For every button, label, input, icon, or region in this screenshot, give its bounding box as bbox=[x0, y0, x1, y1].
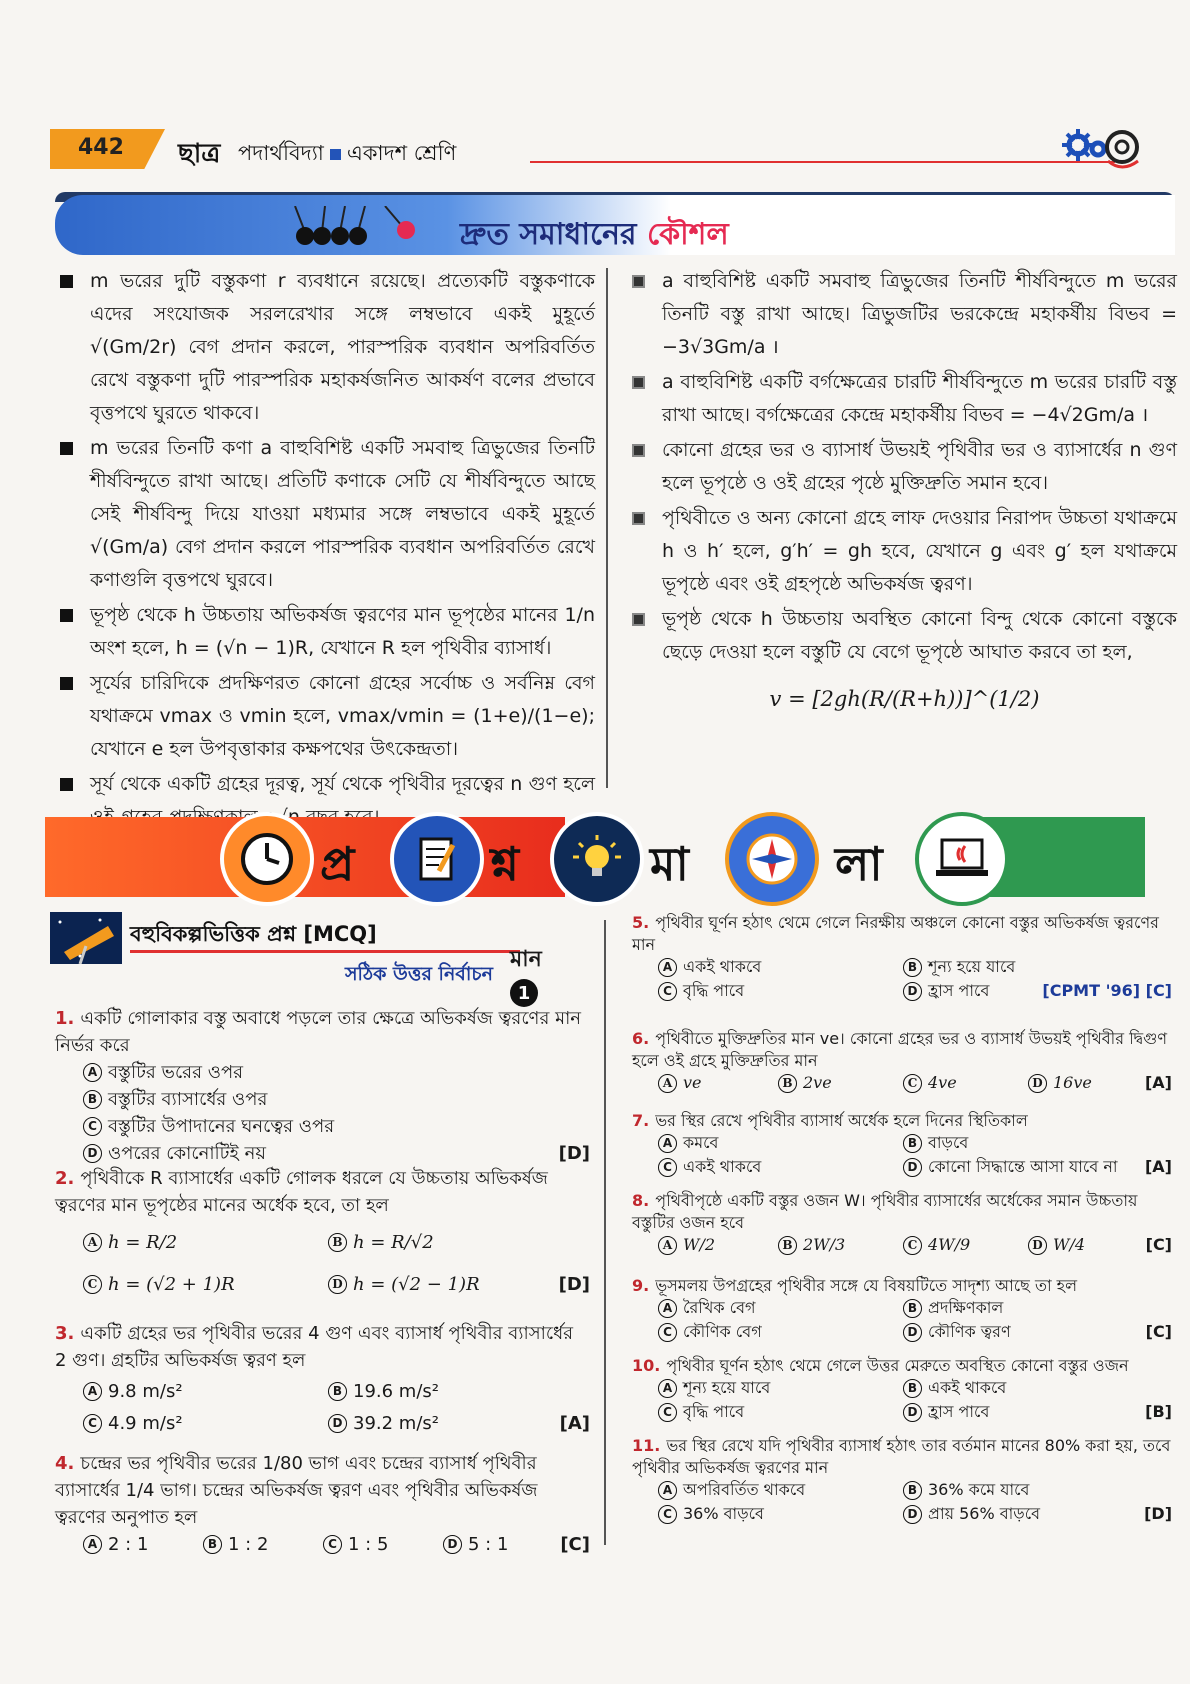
option-b[interactable]: B প্রদক্ষিণকাল bbox=[903, 1297, 1003, 1319]
question-item: 7. ভর স্থির রেখে পৃথিবীর ব্যাসার্ধ অর্ধেক হলে দিনের স্থিতিকাল A কমবে B বাড়বে C একই থাকবে D কোনো সিদ্ধান্তে আসা যাবে না [A] bbox=[632, 1110, 1172, 1180]
option-row bbox=[658, 1401, 1172, 1425]
option-a[interactable]: A অপরিবর্তিত থাকবে bbox=[658, 1479, 805, 1501]
option-b[interactable]: B বাড়বে bbox=[903, 1132, 968, 1154]
option-b[interactable]: B 2W/3 bbox=[778, 1234, 845, 1256]
mcq-column-divider bbox=[604, 920, 606, 1545]
bullet-square-icon bbox=[632, 376, 645, 389]
answer-key: [C] bbox=[1145, 1322, 1172, 1341]
banner-title bbox=[460, 210, 729, 261]
option-row bbox=[83, 1219, 590, 1265]
option-d[interactable]: D কৌণিক ত্বরণ bbox=[903, 1321, 1011, 1343]
option-d[interactable]: D কোনো সিদ্ধান্তে আসা যাবে না bbox=[903, 1156, 1118, 1178]
tip-item: ভূপৃষ্ঠ থেকে h উচ্চতায় অভিকর্ষজ ত্বরণের মান ভূপৃষ্ঠের মানের 1/n অংশ হলে, h = (√n − 1)R, যেখানে R হল পৃথিবীর ব্যাসার্ধ। bbox=[60, 599, 595, 665]
tip-item: ভূপৃষ্ঠ থেকে h উচ্চতায় অবস্থিত কোনো বিন্দু থেকে কোনো বস্তুকে ছেড়ে দেওয়া হলে বস্তুটি যে বেগে ভূপৃষ্ঠে আঘাত করবে তা হল, bbox=[632, 603, 1177, 669]
option-a[interactable]: A W/2 bbox=[658, 1234, 715, 1256]
notepad-icon bbox=[390, 812, 484, 906]
question-item: 9. ভূসমলয় উপগ্রহের পৃথিবীর সঙ্গে যে বিষয়টিতে সাদৃশ্য আছে তা হল A রৈখিক বেগ B প্রদক্ষিণকাল C কৌণিক বেগ D কৌণিক ত্বরণ [C] bbox=[632, 1275, 1172, 1345]
option-d[interactable]: D 16ve bbox=[1028, 1072, 1092, 1094]
option-b[interactable]: B 2ve bbox=[778, 1072, 832, 1094]
option-a[interactable]: A বস্তুটির ভরের ওপর bbox=[83, 1059, 590, 1086]
answer-key: [C] bbox=[1145, 1235, 1172, 1254]
bullet-square-icon bbox=[632, 275, 645, 288]
marks-badge bbox=[510, 942, 570, 1007]
strip-syllable: প্র bbox=[320, 837, 355, 891]
option-row bbox=[658, 956, 1172, 980]
option-b[interactable]: B h = R/√2 bbox=[328, 1229, 434, 1256]
option-a[interactable]: A রৈখিক বেগ bbox=[658, 1297, 756, 1319]
option-b[interactable]: B একই থাকবে bbox=[903, 1377, 1006, 1399]
option-b[interactable]: B বস্তুটির ব্যাসার্ধের ওপর bbox=[83, 1086, 590, 1113]
banner-title-accent: কৌশল bbox=[646, 217, 729, 252]
option-row bbox=[83, 1410, 590, 1438]
option-row bbox=[83, 1271, 590, 1299]
tip-item: সূর্যের চারিদিকে প্রদক্ষিণরত কোনো গ্রহের সর্বোচ্চ ও সর্বনিম্ন বেগ যথাক্রমে vmax ও vmin হলে, vmax/vmin = (1+e)/(1−e); যেখানে e হল উপবৃত্তাকার কক্ষপথের উৎকেন্দ্রতা। bbox=[60, 667, 595, 766]
tips-right-column bbox=[632, 265, 1177, 716]
lightbulb-icon bbox=[550, 812, 644, 906]
title-rule bbox=[130, 950, 520, 953]
strip-syllable: লা bbox=[835, 837, 883, 891]
option-c[interactable]: C 4W/9 bbox=[903, 1234, 970, 1256]
tip-item: পৃথিবীতে ও অন্য কোনো গ্রহে লাফ দেওয়ার নিরাপদ উচ্চতা যথাক্রমে h ও h′ হলে, g′h′ = gh হবে, যেখানে g এবং g′ হল যথাক্রমে ভূপৃষ্ঠে এবং ওই গ্রহপৃষ্ঠে অভিকর্ষজ ত্বরণ। bbox=[632, 502, 1177, 601]
bullet-square-icon bbox=[632, 512, 645, 525]
bullet-square-icon bbox=[60, 442, 73, 455]
option-row bbox=[658, 1377, 1172, 1401]
option-row bbox=[658, 1156, 1172, 1180]
option-d[interactable]: D হ্রাস পাবে bbox=[903, 1401, 989, 1423]
question-bank-strip bbox=[45, 812, 1145, 904]
column-divider bbox=[606, 268, 608, 788]
brand-logo: ছাত্র bbox=[178, 139, 221, 169]
option-row bbox=[83, 1378, 590, 1406]
option-d[interactable]: D প্রায় 56% বাড়বে bbox=[903, 1503, 1040, 1525]
option-a[interactable]: A শূন্য হয়ে যাবে bbox=[658, 1377, 770, 1399]
option-d[interactable]: D W/4 bbox=[1028, 1234, 1085, 1256]
tips-left-column bbox=[60, 265, 595, 836]
option-row bbox=[658, 1321, 1172, 1345]
gears-icon bbox=[1060, 125, 1140, 175]
option-row bbox=[83, 1140, 590, 1168]
marks-label: মান bbox=[510, 947, 542, 972]
compass-icon bbox=[725, 812, 819, 906]
option-c[interactable]: C বৃদ্ধি পাবে bbox=[658, 980, 744, 1002]
option-row bbox=[658, 1132, 1172, 1156]
option-row bbox=[658, 1072, 1172, 1098]
answer-key: [B] bbox=[1145, 1402, 1172, 1421]
option-b[interactable]: B 36% কমে যাবে bbox=[903, 1479, 1029, 1501]
option-row bbox=[658, 980, 1172, 1004]
tip-item: কোনো গ্রহের ভর ও ব্যাসার্ধ উভয়ই পৃথিবীর ভর ও ব্যাসার্ধের n গুণ হলে ভূপৃষ্ঠে ও ওই গ্রহের পৃষ্ঠে মুক্তিদ্রুতি সমান হবে। bbox=[632, 434, 1177, 500]
option-row bbox=[658, 1234, 1172, 1262]
option-row bbox=[658, 1479, 1172, 1503]
option-c[interactable]: C 4.9 m/s² bbox=[83, 1410, 183, 1437]
question-item: 5. পৃথিবীর ঘূর্ণন হঠাৎ থেমে গেলে নিরক্ষীয় অঞ্চলে কোনো বস্তুর অভিকর্ষজ ত্বরণের মান A একই থাকবে B শূন্য হয়ে যাবে C বৃদ্ধি পাবে D হ্রাস পাবে [CPMT '96] [C] bbox=[632, 912, 1172, 1004]
question-item: 10. পৃথিবীর ঘূর্ণন হঠাৎ থেমে গেলে উত্তর মেরুতে অবস্থিত কোনো বস্তুর ওজন A শূন্য হয়ে যাবে B একই থাকবে C বৃদ্ধি পাবে D হ্রাস পাবে [B] bbox=[632, 1355, 1172, 1425]
option-d[interactable]: D হ্রাস পাবে bbox=[903, 980, 989, 1002]
answer-key: [C] bbox=[560, 1534, 590, 1555]
mcq-title: বহুবিকল্পভিত্তিক প্রশ্ন [MCQ] bbox=[130, 922, 377, 946]
question-item: 6. পৃথিবীতে মুক্তিদ্রুতির মান ve। কোনো গ্রহের ভর ও ব্যাসার্ধ উভয়ই পৃথিবীর দ্বিগুণ হলে ওই গ্রহে মুক্তিদ্রুতির মান A ve B 2ve C 4ve D 16ve [A] bbox=[632, 1028, 1172, 1098]
mcq-header bbox=[50, 912, 570, 1004]
header-rule bbox=[530, 161, 1115, 163]
option-c[interactable]: C একই থাকবে bbox=[658, 1156, 761, 1178]
option-c[interactable]: C 36% বাড়বে bbox=[658, 1503, 764, 1525]
tip-item: a বাহুবিশিষ্ট একটি সমবাহু ত্রিভুজের তিনটি শীর্ষবিন্দুতে m ভরের তিনটি বস্তু রাখা আছে। ত্রিভুজটির ভরকেন্দ্রে মহাকর্ষীয় বিভব = −3√3Gm/a । bbox=[632, 265, 1177, 364]
answer-key: [A] bbox=[1144, 1073, 1172, 1092]
option-a[interactable]: A একই থাকবে bbox=[658, 956, 761, 978]
bullet-square-icon bbox=[632, 613, 645, 626]
option-c[interactable]: C 4ve bbox=[903, 1072, 957, 1094]
option-d[interactable]: D 39.2 m/s² bbox=[328, 1410, 439, 1437]
page-header bbox=[50, 125, 1135, 175]
option-c[interactable]: C বৃদ্ধি পাবে bbox=[658, 1401, 744, 1423]
option-a[interactable]: A h = R/2 bbox=[83, 1229, 177, 1256]
option-d[interactable]: D h = (√2 − 1)R bbox=[328, 1271, 480, 1298]
option-b[interactable]: B শূন্য হয়ে যাবে bbox=[903, 956, 1015, 978]
grade: একাদশ শ্রেণি bbox=[346, 141, 457, 165]
laptop-signal-icon bbox=[915, 812, 1009, 906]
option-d[interactable]: D ওপরের কোনোটিই নয় bbox=[83, 1140, 266, 1167]
strip-syllable: মা bbox=[650, 837, 689, 891]
bullet-square-icon bbox=[60, 275, 73, 288]
option-row bbox=[658, 1503, 1172, 1527]
option-b[interactable]: B 1 : 2 bbox=[203, 1531, 268, 1558]
newtons-cradle-icon bbox=[290, 206, 440, 248]
banner-title-main: দ্রুত সমাধানের bbox=[460, 217, 647, 252]
answer-key: [A] bbox=[1144, 1157, 1172, 1176]
page-number: 442 bbox=[78, 135, 124, 160]
option-d[interactable]: D 5 : 1 bbox=[443, 1531, 508, 1558]
telescope-icon bbox=[50, 912, 122, 964]
answer-key: [D] bbox=[558, 1143, 590, 1164]
tip-item: a বাহুবিশিষ্ট একটি বর্গক্ষেত্রের চারটি শীর্ষবিন্দুতে m ভরের চারটি বস্তু রাখা আছে। বর্গক্ষেত্রের কেন্দ্রে মহাকর্ষীয় বিভব = −4√2Gm/a । bbox=[632, 366, 1177, 432]
answer-key: [CPMT '96] [C] bbox=[1042, 981, 1172, 1000]
option-c[interactable]: C বস্তুটির উপাদানের ঘনত্বের ওপর bbox=[83, 1113, 590, 1140]
option-c[interactable]: C 1 : 5 bbox=[323, 1531, 388, 1558]
question-item: 2. পৃথিবীকে R ব্যাসার্ধের একটি গোলক ধরলে যে উচ্চতায় অভিকর্ষজ ত্বরণের মান ভূপৃষ্ঠের মানের অর্ধেক হবে, তা হল A h = R/2 B h = R/√2 C h = (√2 + 1)R D h = (√2 − 1)R [D] bbox=[55, 1165, 590, 1299]
question-item: 3. একটি গ্রহের ভর পৃথিবীর ভরের 4 গুণ এবং ব্যাসার্ধ পৃথিবীর ব্যাসার্ধের 2 গুণ। গ্রহটির অভিকর্ষজ ত্বরণ হল A 9.8 m/s² B 19.6 m/s² C 4.9 m/s² D 39.2 m/s² [A] bbox=[55, 1320, 590, 1438]
strip-syllable: শ্ন bbox=[490, 837, 519, 891]
tip-item: m ভরের তিনটি কণা a বাহুবিশিষ্ট একটি সমবাহু ত্রিভুজের তিনটি শীর্ষবিন্দুতে রাখা আছে। প্রতিটি কণাকে সেটি যে শীর্ষবিন্দুতে আছে সেই শীর্ষবিন্দু দিয়ে যাওয়া মধ্যমার সঙ্গে লম্বভাবে একই মুহূর্তে √(Gm/a) বেগ প্রদান করলে পারস্পরিক ব্যবধান অপরিবর্তিত রেখে কণাগুলি বৃত্তপথে ঘুরবে। bbox=[60, 432, 595, 597]
option-c[interactable]: C h = (√2 + 1)R bbox=[83, 1271, 235, 1298]
bullet-square-icon bbox=[60, 677, 73, 690]
square-icon bbox=[330, 149, 341, 160]
tip-item: সূর্য থেকে একটি গ্রহের দূরত্ব, সূর্য থেকে পৃথিবীর দূরত্বের n গুণ হলে bbox=[60, 768, 595, 834]
answer-key: [D] bbox=[1144, 1504, 1172, 1523]
option-a[interactable]: A ve bbox=[658, 1072, 702, 1094]
tip-item: m ভরের দুটি বস্তুকণা r ব্যবধানে রয়েছে। প্রত্যেকটি বস্তুকণাকে এদের সংযোজক সরলরেখার সঙ্গে লম্বভাবে একই মুহূর্তে √(Gm/2r) বেগ প্রদান করলে, পারস্পরিক ব্যবধান অপরিবর্তিত রেখে বস্তুকণা দুটি পারস্পরিক মহাকর্ষজনিত আকর্ষণ বলের প্রভাবে বৃত্তপথে ঘুরতে থাকবে। bbox=[60, 265, 595, 430]
bullet-square-icon bbox=[632, 444, 645, 457]
answer-key: [A] bbox=[559, 1413, 590, 1434]
bullet-square-icon bbox=[60, 609, 73, 622]
question-item: 4. চন্দ্রের ভর পৃথিবীর ভরের 1/80 ভাগ এবং চন্দ্রের ব্যাসার্ধ পৃথিবীর ব্যাসার্ধের 1/4 ভাগ। চন্দ্রের অভিকর্ষজ ত্বরণ এবং পৃথিবীর অভিকর্ষজ ত্বরণের অনুপাত হল A 2 : 1 B 1 : 2 C 1 : 5 D 5 : 1 [C] bbox=[55, 1450, 590, 1559]
mcq-subtitle: সঠিক উত্তর নির্বাচন bbox=[345, 963, 493, 985]
bullet-square-icon bbox=[60, 778, 73, 791]
option-a[interactable]: A কমবে bbox=[658, 1132, 718, 1154]
option-a[interactable]: A 9.8 m/s² bbox=[83, 1378, 183, 1405]
subject: পদার্থবিদ্যা bbox=[238, 141, 324, 165]
velocity-formula: v = [2gh(R/(R+h))]^(1/2) bbox=[769, 687, 1040, 711]
option-row bbox=[658, 1297, 1172, 1321]
option-a[interactable]: A 2 : 1 bbox=[83, 1531, 148, 1558]
question-item: 1. একটি গোলাকার বস্তু অবাধে পড়লে তার ক্ষেত্রে অভিকর্ষজ ত্বরণের মান নির্ভর করে A বস্তুটির ভরের ওপর B বস্তুটির ব্যাসার্ধের ওপর C বস্তুটির উপাদানের ঘনত্বের ওপর D ওপরের কোনোটিই নয় [D] bbox=[55, 1005, 590, 1168]
clock-icon bbox=[220, 812, 314, 906]
question-item: 8. পৃথিবীপৃষ্ঠে একটি বস্তুর ওজন W। পৃথিবীর ব্যাসার্ধের অর্ধেকের সমান উচ্চতায় বস্তুটির ওজন হবে A W/2 B 2W/3 C 4W/9 D W/4 [C] bbox=[632, 1190, 1172, 1262]
question-item: 11. ভর স্থির রেখে যদি পৃথিবীর ব্যাসার্ধ হঠাৎ তার বর্তমান মানের 80% করা হয়, তবে পৃথিবীর অভিকর্ষজ ত্বরণের মান A অপরিবর্তিত থাকবে B 36% কমে যাবে C 36% বাড়বে D প্রায় 56% বাড়বে [D] bbox=[632, 1435, 1172, 1527]
answer-key: [D] bbox=[558, 1274, 590, 1295]
subject-line bbox=[238, 137, 456, 172]
option-row bbox=[83, 1531, 590, 1559]
marks-value: 1 bbox=[510, 979, 538, 1007]
option-c[interactable]: C কৌণিক বেগ bbox=[658, 1321, 762, 1343]
option-b[interactable]: B 19.6 m/s² bbox=[328, 1378, 439, 1405]
